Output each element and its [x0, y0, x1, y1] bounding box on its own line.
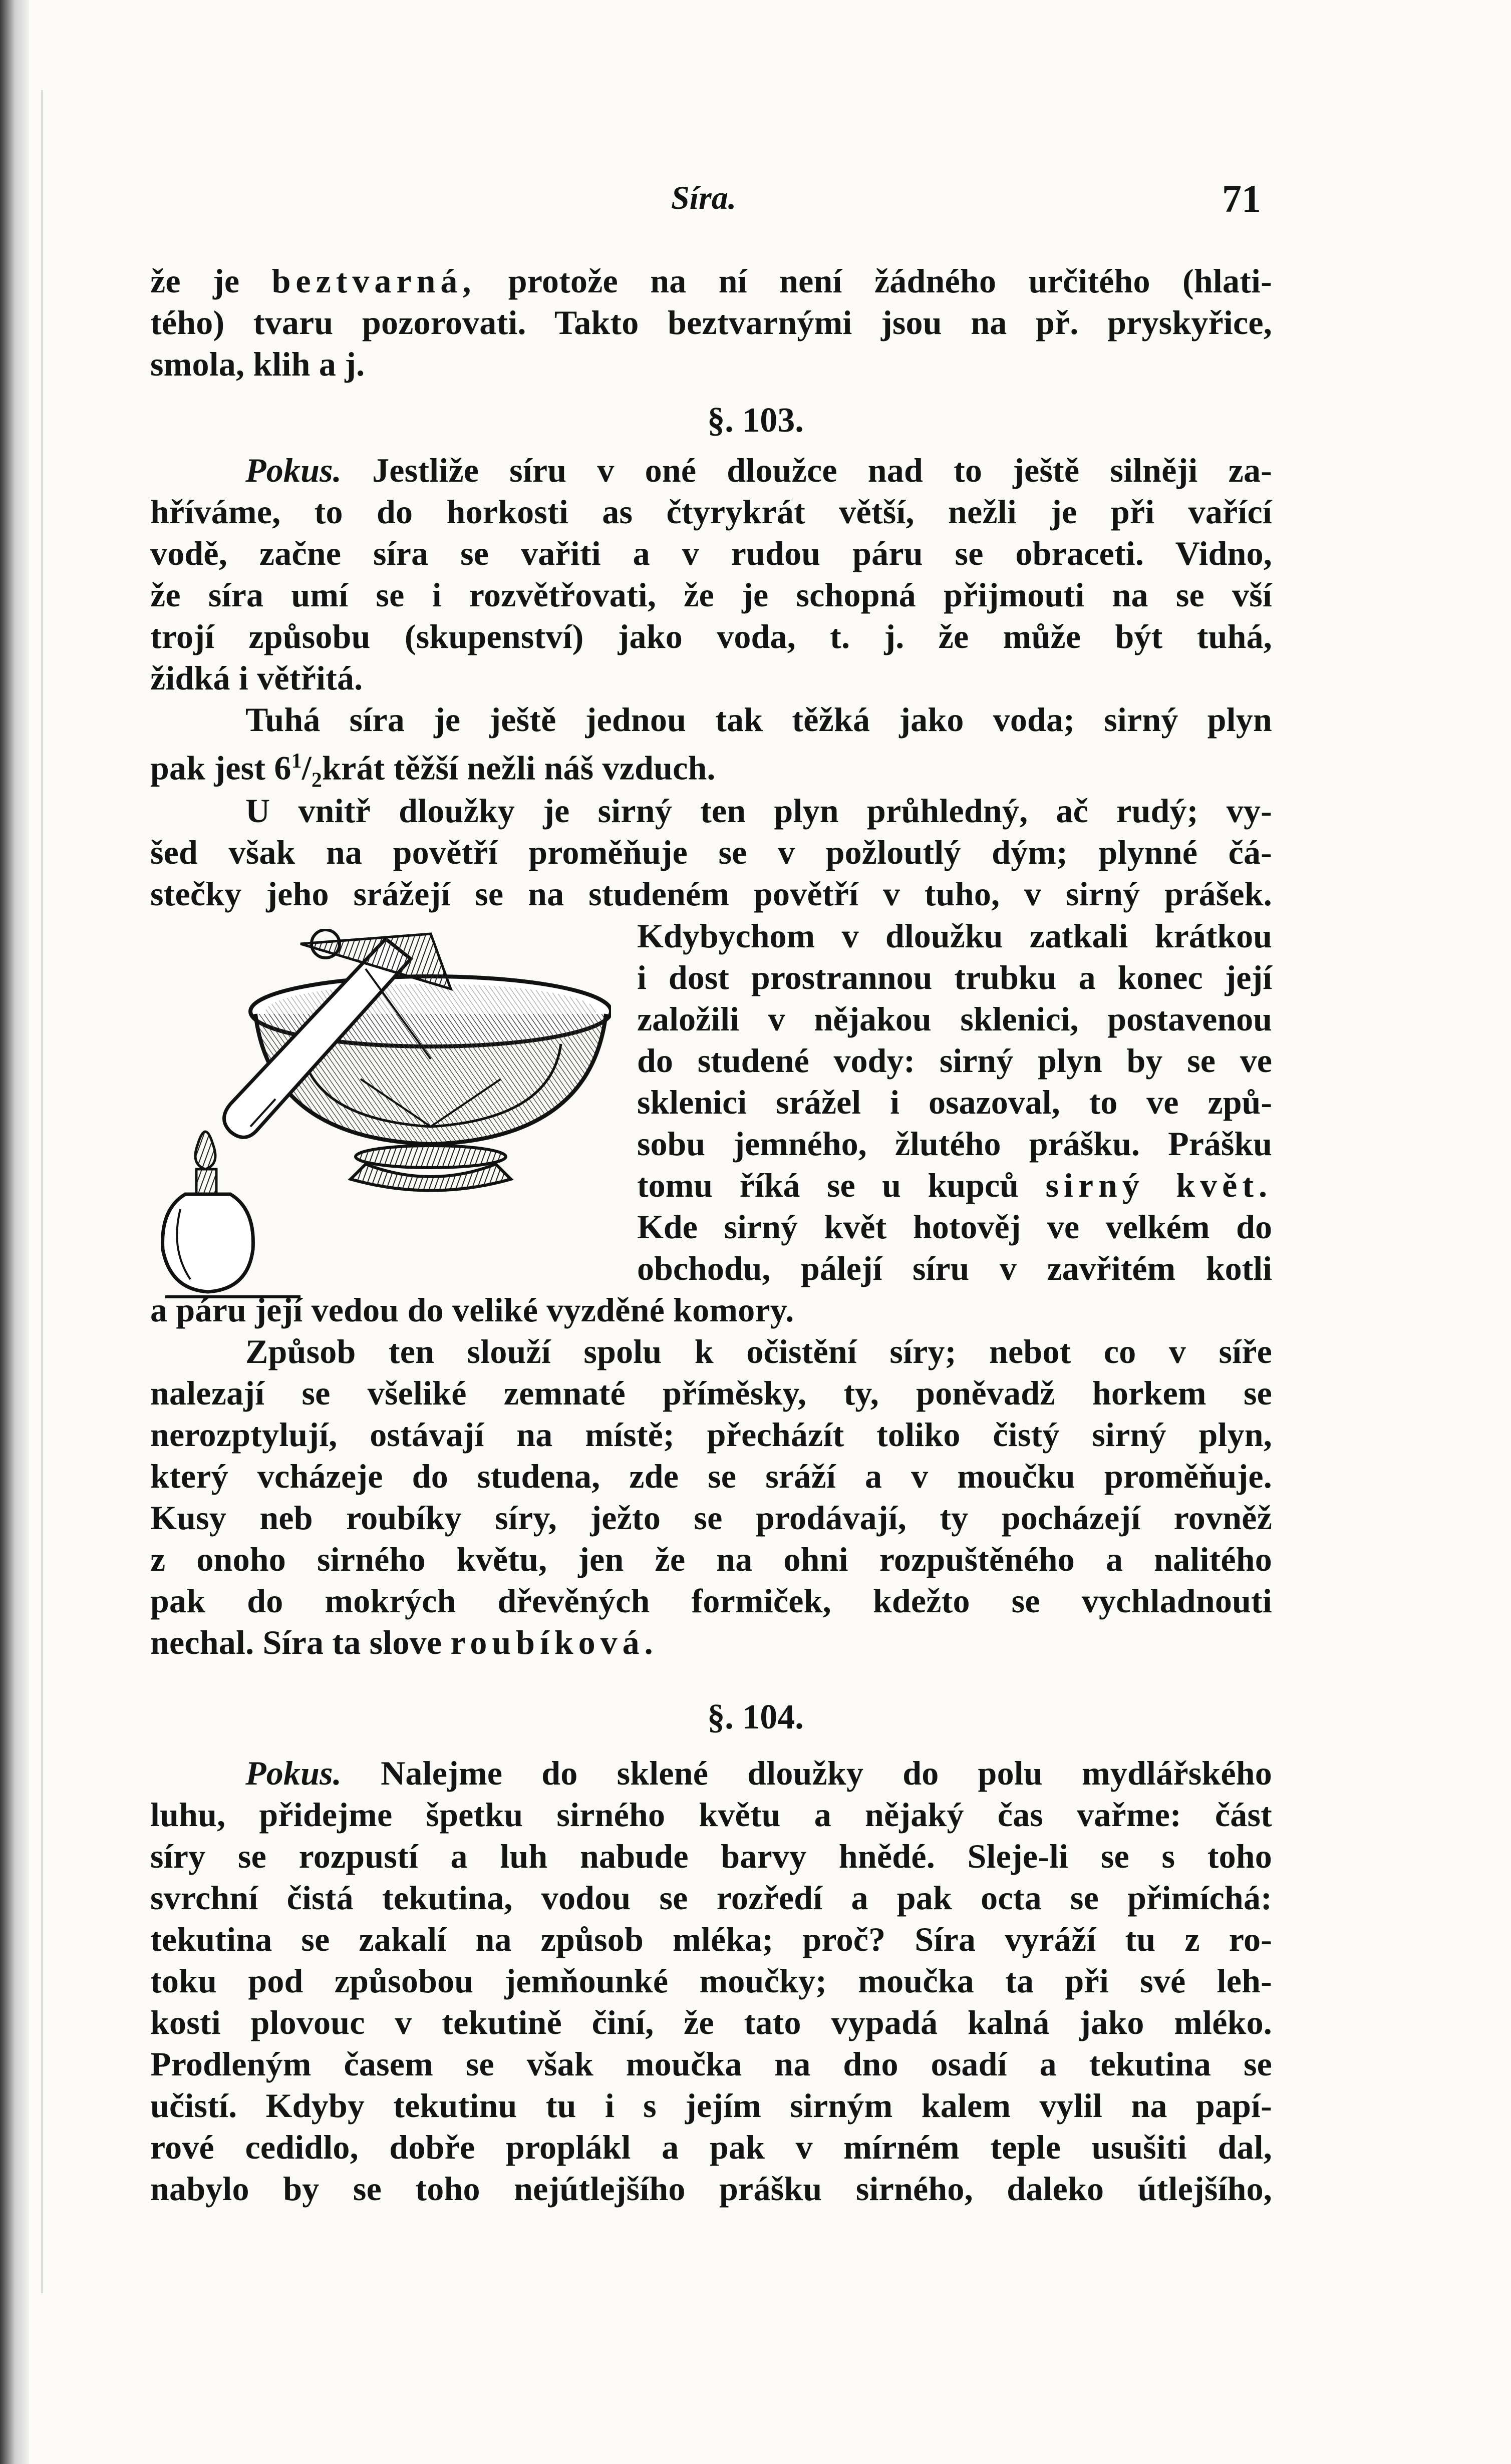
bowl-drawing — [250, 976, 611, 1191]
spirit-lamp-drawing — [163, 1132, 300, 1297]
section-heading-104: §. 104. — [707, 1698, 804, 1736]
text-line: nechal. Síra ta slove roubíková. — [150, 1623, 658, 1661]
paragraph-1 — [150, 260, 1272, 385]
text-line: tomu říká se u kupců sirný květ. — [637, 1166, 1272, 1204]
text-line: tého) tvaru pozorovati. Takto beztvarnými jsou na př. pryskyřice, — [150, 303, 1272, 341]
illustration-sulfur-apparatus — [150, 929, 611, 1309]
text-line: Pokus. Jestliže síru v oné dloužce nad to ještě silněji za- — [245, 451, 1272, 489]
text-line: vodě, začne síra se vařiti a v rudou páru se obraceti. Vidno, — [150, 534, 1272, 572]
running-title: Síra. — [671, 180, 737, 216]
text-line: obchodu, pálejí síru v zavřitém kotli — [637, 1249, 1272, 1287]
spaced-term: roubíková. — [450, 1623, 658, 1661]
text-line: U vnitř dloužky je sirný ten plyn průhledný, ač rudý; vy- — [245, 792, 1272, 830]
text-line: nalezají se všeliké zemnaté příměsky, ty, poněvadž horkem se — [150, 1374, 1272, 1412]
paragraph-7 — [150, 1752, 1272, 2210]
text-line: trojí způsobu (skupenství) jako voda, t. j. že může být tuhá, — [150, 617, 1272, 655]
text-line: Způsob ten slouží spolu k očistění síry; nebot co v síře — [245, 1332, 1272, 1370]
paragraph-4 — [150, 790, 1272, 915]
wrapped-paragraph — [637, 915, 1272, 1289]
text-line: Kdybychom v dloužku zatkali krátkou — [637, 917, 1272, 955]
page-number: 71 — [1222, 177, 1261, 220]
text-line: a páru její vedou do veliké vyzděné komory. — [150, 1291, 794, 1329]
text-line: který vcházeje do studena, zde se sráží a v moučku proměňuje. — [150, 1457, 1272, 1495]
text-line: tekutina se zakalí na způsob mléka; proč? Síra vyráží tu z ro- — [150, 1920, 1272, 1958]
text-line: stečky jeho srážejí se na studeném povětří v tuho, v sirný prášek. — [150, 875, 1272, 913]
pokus-label: Pokus. — [245, 1754, 342, 1792]
running-header — [0, 179, 1511, 234]
text-line: Prodleným časem se však moučka na dno osadí a tekutina se — [150, 2045, 1272, 2083]
section-heading-103: §. 103. — [707, 401, 804, 440]
spaced-term: beztvarná, — [271, 262, 476, 300]
text-line: luhu, přidejme špetku sirného květu a nějaký čas vařme: část — [150, 1796, 1272, 1834]
text-line: židká i větřitá. — [150, 659, 363, 697]
text-line: pak do mokrých dřevěných formiček, kdežto se vychladnouti — [150, 1582, 1272, 1620]
pokus-label: Pokus. — [245, 451, 342, 489]
text-line: učistí. Kdyby tekutinu tu i s jejím sirným kalem vylil na papí- — [150, 2086, 1272, 2125]
text-line: pak jest $6^1/_2krát$ těžší nežli náš vzduch. — [150, 749, 716, 792]
text-line: Kde sirný květ hotověj ve velkém do — [637, 1208, 1272, 1246]
text-line: Tuhá síra je ještě jednou tak těžká jako voda; sirný plyn — [245, 700, 1272, 739]
text-line: do studené vody: sirný plyn by se ve — [637, 1041, 1272, 1080]
text-line: šed však na povětří proměňuje se v požloutlý dým; plynné čá- — [150, 833, 1272, 871]
text-line: síry se rozpustí a luh nabude barvy hnědé. Sleje-li se s toho — [150, 1837, 1272, 1875]
page-binding-edge — [0, 0, 29, 2464]
text-line: rové cedidlo, dobře proplákl a pak v mírném teple usušiti dal, — [150, 2128, 1272, 2166]
text-line: že je beztvarná, protože na ní není žádného určitého (hlati- — [150, 262, 1272, 300]
text-line: z onoho sirného květu, jen že na ohni rozpuštěného a nalitého — [150, 1540, 1272, 1578]
text-line: toku pod způsobou jemňounké moučky; moučka ta při své leh- — [150, 1962, 1272, 2000]
text-line: nerozptylují, ostávají na místě; přecházít toliko čistý sirný plyn, — [150, 1416, 1272, 1454]
paragraph-5 — [150, 1289, 1272, 1331]
spaced-term: sirný květ. — [1045, 1166, 1272, 1204]
text-line: že síra umí se i rozvětřovati, že je schopná přijmouti na se vší — [150, 576, 1272, 614]
text-line: nabylo by se toho nejútlejšího prášku sirného, daleko útlejšího, — [150, 2170, 1272, 2208]
paragraph-2 — [150, 450, 1272, 699]
paragraph-3 — [150, 699, 1272, 792]
paragraph-6 — [150, 1331, 1272, 1663]
text-line: sklenici srážel i osazoval, to ve způ- — [637, 1083, 1272, 1121]
text-line: hříváme, to do horkosti as čtyrykrát větší, nežli je při vařící — [150, 493, 1272, 531]
text-line: sobu jemného, žlutého prášku. Prášku — [637, 1125, 1272, 1163]
text-line: založili v nějakou sklenici, postavenou — [637, 1000, 1272, 1038]
text-line: svrchní čistá tekutina, vodou se rozředí a pak octa se přimíchá: — [150, 1879, 1272, 1917]
text-line: smola, klih a j. — [150, 345, 365, 383]
text-line: Pokus. Nalejme do sklené dloužky do polu mydlářského — [245, 1754, 1272, 1792]
text-line: kosti plovouc v tekutině činí, že tato vypadá kalná jako mléko. — [150, 2003, 1272, 2041]
text-line: Kusy neb roubíky síry, ježto se prodávají, ty pocházejí rovněž — [150, 1499, 1272, 1537]
text-line: i dost prostrannou trubku a konec její — [637, 958, 1272, 996]
